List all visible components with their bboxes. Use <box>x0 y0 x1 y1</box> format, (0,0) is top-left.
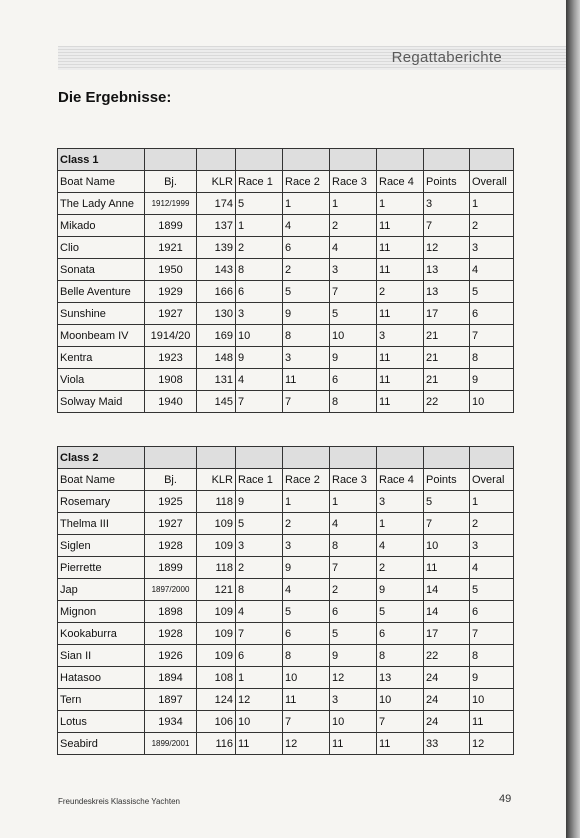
table-cell: 130 <box>197 303 236 325</box>
table-cell: 1912/1999 <box>145 193 197 215</box>
table-cell: 174 <box>197 193 236 215</box>
table-cell: 166 <box>197 281 236 303</box>
table-cell: 139 <box>197 237 236 259</box>
table-cell: 8 <box>283 645 330 667</box>
table-cell: 3 <box>470 237 514 259</box>
table-cell: 7 <box>236 623 283 645</box>
table-cell: 9 <box>283 557 330 579</box>
table-cell: 11 <box>424 557 470 579</box>
column-header: Bj. <box>145 469 197 491</box>
table-row <box>58 733 514 755</box>
table-cell: Tern <box>58 689 145 711</box>
table-cell: 5 <box>330 303 377 325</box>
table-cell: 2 <box>377 557 424 579</box>
table-cell: 12 <box>236 689 283 711</box>
empty-cell <box>197 447 236 469</box>
table-row <box>58 557 514 579</box>
table-cell: 1940 <box>145 391 197 413</box>
table-row <box>58 215 514 237</box>
table-cell: Kookaburra <box>58 623 145 645</box>
empty-cell <box>424 447 470 469</box>
table-cell: 2 <box>330 215 377 237</box>
table-cell: 118 <box>197 557 236 579</box>
table-cell: 5 <box>283 281 330 303</box>
table-cell: 3 <box>330 259 377 281</box>
column-header: KLR <box>197 171 236 193</box>
table-cell: Pierrette <box>58 557 145 579</box>
table-cell: 17 <box>424 623 470 645</box>
table-cell: 8 <box>330 391 377 413</box>
table-cell: 7 <box>424 215 470 237</box>
table-cell: 1923 <box>145 347 197 369</box>
table-cell: 9 <box>377 579 424 601</box>
table-cell: 118 <box>197 491 236 513</box>
table-cell: Rosemary <box>58 491 145 513</box>
table-cell: 4 <box>283 579 330 601</box>
table-row <box>58 491 514 513</box>
table-cell: 5 <box>377 601 424 623</box>
table-cell: 10 <box>330 711 377 733</box>
table-cell: 14 <box>424 579 470 601</box>
table-cell: 24 <box>424 711 470 733</box>
table-cell: 5 <box>470 281 514 303</box>
empty-cell <box>236 447 283 469</box>
table-cell: 1899 <box>145 215 197 237</box>
class-title-row <box>58 149 514 171</box>
column-header: Bj. <box>145 171 197 193</box>
table-cell: Jap <box>58 579 145 601</box>
table-cell: Viola <box>58 369 145 391</box>
table-cell: 11 <box>377 237 424 259</box>
empty-cell <box>236 149 283 171</box>
table-row <box>58 237 514 259</box>
table-cell: Kentra <box>58 347 145 369</box>
table-cell: 4 <box>236 369 283 391</box>
table-cell: 4 <box>470 557 514 579</box>
table-cell: 6 <box>283 237 330 259</box>
table-cell: 1950 <box>145 259 197 281</box>
table-row <box>58 513 514 535</box>
table-cell: 8 <box>236 259 283 281</box>
table-cell: Belle Aventure <box>58 281 145 303</box>
table-cell: Moonbeam IV <box>58 325 145 347</box>
table-cell: 2 <box>283 259 330 281</box>
empty-cell <box>377 447 424 469</box>
table-cell: 5 <box>283 601 330 623</box>
table-cell: 9 <box>236 491 283 513</box>
table-cell: 12 <box>283 733 330 755</box>
table-cell: The Lady Anne <box>58 193 145 215</box>
empty-cell <box>330 149 377 171</box>
column-header: Race 3 <box>330 171 377 193</box>
table-cell: 10 <box>236 325 283 347</box>
table-cell: 3 <box>330 689 377 711</box>
table-cell: 3 <box>283 535 330 557</box>
column-header: Points <box>424 469 470 491</box>
table-cell: 4 <box>377 535 424 557</box>
table-cell: 8 <box>330 535 377 557</box>
table-cell: 4 <box>330 237 377 259</box>
table-row <box>58 281 514 303</box>
table-cell: 109 <box>197 645 236 667</box>
table-cell: 137 <box>197 215 236 237</box>
footer-publisher: Freundeskreis Klassische Yachten <box>58 797 180 806</box>
table-cell: 5 <box>236 193 283 215</box>
table-cell: 106 <box>197 711 236 733</box>
empty-cell <box>197 149 236 171</box>
table-cell: 109 <box>197 601 236 623</box>
column-header: Race 1 <box>236 171 283 193</box>
table-cell: 7 <box>236 391 283 413</box>
table-cell: 8 <box>470 347 514 369</box>
table-cell: 1 <box>330 491 377 513</box>
empty-cell <box>424 149 470 171</box>
table-cell: 8 <box>470 645 514 667</box>
table-cell: 11 <box>377 259 424 281</box>
table-cell: 121 <box>197 579 236 601</box>
table-cell: 1 <box>330 193 377 215</box>
table-cell: 1928 <box>145 623 197 645</box>
class-title: Class 1 <box>58 149 145 171</box>
table-cell: 21 <box>424 347 470 369</box>
table-row <box>58 391 514 413</box>
table-cell: 1894 <box>145 667 197 689</box>
table-cell: 1929 <box>145 281 197 303</box>
table-cell: Hatasoo <box>58 667 145 689</box>
table-row <box>58 303 514 325</box>
section-title: Die Ergebnisse: <box>58 89 172 106</box>
column-header: Race 4 <box>377 469 424 491</box>
table-cell: 11 <box>236 733 283 755</box>
page-number: 49 <box>499 793 512 805</box>
table-cell: 9 <box>330 645 377 667</box>
table-cell: Mignon <box>58 601 145 623</box>
table-cell: 12 <box>470 733 514 755</box>
table-cell: 8 <box>236 579 283 601</box>
table-cell: 6 <box>470 303 514 325</box>
table-cell: 13 <box>377 667 424 689</box>
table-cell: 22 <box>424 645 470 667</box>
table-cell: 10 <box>330 325 377 347</box>
table-cell: 11 <box>283 689 330 711</box>
column-header: Points <box>424 171 470 193</box>
table-cell: 11 <box>377 733 424 755</box>
table-cell: 10 <box>470 391 514 413</box>
table-cell: 1898 <box>145 601 197 623</box>
table-cell: 1908 <box>145 369 197 391</box>
results-table-class-2 <box>57 446 514 755</box>
table-cell: 7 <box>283 391 330 413</box>
table-cell: 8 <box>377 645 424 667</box>
table-cell: 13 <box>424 259 470 281</box>
table-cell: 6 <box>283 623 330 645</box>
empty-cell <box>145 447 197 469</box>
table-cell: 11 <box>377 215 424 237</box>
table-cell: 1921 <box>145 237 197 259</box>
table-cell: 1914/20 <box>145 325 197 347</box>
column-header: Race 4 <box>377 171 424 193</box>
table-cell: 24 <box>424 689 470 711</box>
table-cell: 3 <box>470 535 514 557</box>
table-cell: 124 <box>197 689 236 711</box>
table-cell: 4 <box>236 601 283 623</box>
column-header: Race 2 <box>283 171 330 193</box>
table-cell: 6 <box>377 623 424 645</box>
table-cell: 33 <box>424 733 470 755</box>
table-cell: 3 <box>236 535 283 557</box>
table-cell: 145 <box>197 391 236 413</box>
table-row <box>58 667 514 689</box>
table-cell: 109 <box>197 513 236 535</box>
table-cell: 131 <box>197 369 236 391</box>
table-cell: 7 <box>330 557 377 579</box>
table-cell: 21 <box>424 369 470 391</box>
table-cell: 1927 <box>145 303 197 325</box>
table-cell: 3 <box>377 491 424 513</box>
book-spine-shadow <box>566 0 580 838</box>
table-cell: 14 <box>424 601 470 623</box>
table-cell: 11 <box>330 733 377 755</box>
table-cell: 5 <box>424 491 470 513</box>
results-table-class-1 <box>57 148 514 413</box>
empty-cell <box>470 149 514 171</box>
table-cell: 1 <box>236 215 283 237</box>
table-cell: 11 <box>377 391 424 413</box>
table-cell: 2 <box>236 557 283 579</box>
table-cell: Sunshine <box>58 303 145 325</box>
table-cell: 1928 <box>145 535 197 557</box>
column-header: Race 3 <box>330 469 377 491</box>
table-cell: 6 <box>330 369 377 391</box>
table-cell: 4 <box>283 215 330 237</box>
table-cell: Thelma III <box>58 513 145 535</box>
table-cell: 3 <box>283 347 330 369</box>
table-cell: 1934 <box>145 711 197 733</box>
empty-cell <box>145 149 197 171</box>
table-row <box>58 711 514 733</box>
empty-cell <box>283 447 330 469</box>
table-row <box>58 579 514 601</box>
table-cell: 148 <box>197 347 236 369</box>
table-cell: 4 <box>470 259 514 281</box>
table-cell: Lotus <box>58 711 145 733</box>
table-cell: 169 <box>197 325 236 347</box>
column-header: Race 1 <box>236 469 283 491</box>
table-cell: 6 <box>470 601 514 623</box>
table-cell: 7 <box>377 711 424 733</box>
table-cell: 11 <box>377 369 424 391</box>
table-cell: 7 <box>470 623 514 645</box>
empty-cell <box>330 447 377 469</box>
table-cell: 13 <box>424 281 470 303</box>
table-cell: 6 <box>236 645 283 667</box>
table-row <box>58 535 514 557</box>
table-cell: 2 <box>377 281 424 303</box>
table-cell: 22 <box>424 391 470 413</box>
table-cell: 2 <box>470 513 514 535</box>
table-row <box>58 623 514 645</box>
table-cell: 9 <box>330 347 377 369</box>
table-row <box>58 193 514 215</box>
table-cell: 1 <box>470 491 514 513</box>
table-cell: 11 <box>377 303 424 325</box>
table-cell: Seabird <box>58 733 145 755</box>
table-cell: 10 <box>470 689 514 711</box>
table-cell: 108 <box>197 667 236 689</box>
page-header-title: Regattaberichte <box>391 49 502 66</box>
table-cell: Mikado <box>58 215 145 237</box>
table-cell: 11 <box>470 711 514 733</box>
table-cell: 6 <box>236 281 283 303</box>
table-cell: 10 <box>377 689 424 711</box>
table-cell: 12 <box>330 667 377 689</box>
table-cell: 1925 <box>145 491 197 513</box>
column-header: Race 2 <box>283 469 330 491</box>
table-cell: 8 <box>283 325 330 347</box>
class-title: Class 2 <box>58 447 145 469</box>
column-header: Overall <box>470 171 514 193</box>
table-cell: 6 <box>330 601 377 623</box>
table-row <box>58 689 514 711</box>
column-header: Boat Name <box>58 469 145 491</box>
table-cell: 5 <box>470 579 514 601</box>
table-cell: 1897 <box>145 689 197 711</box>
table-cell: 1 <box>377 513 424 535</box>
table-cell: Sonata <box>58 259 145 281</box>
table-cell: 2 <box>236 237 283 259</box>
table-row <box>58 645 514 667</box>
table-cell: 11 <box>283 369 330 391</box>
table-cell: 116 <box>197 733 236 755</box>
table-cell: 2 <box>283 513 330 535</box>
table-cell: 1926 <box>145 645 197 667</box>
table-cell: 11 <box>377 347 424 369</box>
table-cell: 7 <box>470 325 514 347</box>
table-cell: 10 <box>424 535 470 557</box>
table-cell: 3 <box>377 325 424 347</box>
table-cell: 143 <box>197 259 236 281</box>
empty-cell <box>470 447 514 469</box>
table-cell: 1899/2001 <box>145 733 197 755</box>
table-cell: 17 <box>424 303 470 325</box>
table-cell: 7 <box>424 513 470 535</box>
table-cell: 1 <box>283 491 330 513</box>
table-cell: 24 <box>424 667 470 689</box>
table-cell: 3 <box>424 193 470 215</box>
table-cell: Clio <box>58 237 145 259</box>
table-cell: 1 <box>283 193 330 215</box>
table-cell: 9 <box>283 303 330 325</box>
empty-cell <box>377 149 424 171</box>
table-cell: 9 <box>470 667 514 689</box>
table-row <box>58 325 514 347</box>
table-row <box>58 259 514 281</box>
table-cell: 109 <box>197 535 236 557</box>
table-cell: 3 <box>236 303 283 325</box>
table-cell: 5 <box>236 513 283 535</box>
table-cell: Sian II <box>58 645 145 667</box>
table-cell: 2 <box>330 579 377 601</box>
table-cell: 7 <box>283 711 330 733</box>
table-cell: 10 <box>283 667 330 689</box>
table-cell: 109 <box>197 623 236 645</box>
empty-cell <box>283 149 330 171</box>
table-cell: 1 <box>236 667 283 689</box>
table-cell: Solway Maid <box>58 391 145 413</box>
table-cell: 4 <box>330 513 377 535</box>
table-cell: 21 <box>424 325 470 347</box>
table-row <box>58 369 514 391</box>
table-cell: 5 <box>330 623 377 645</box>
column-header: Boat Name <box>58 171 145 193</box>
column-header-row <box>58 171 514 193</box>
table-cell: 1927 <box>145 513 197 535</box>
table-cell: 9 <box>236 347 283 369</box>
table-cell: 10 <box>236 711 283 733</box>
column-header-row <box>58 469 514 491</box>
table-cell: 1897/2000 <box>145 579 197 601</box>
table-cell: 9 <box>470 369 514 391</box>
table-cell: 7 <box>330 281 377 303</box>
column-header: Overal <box>470 469 514 491</box>
table-cell: 1 <box>377 193 424 215</box>
table-cell: Siglen <box>58 535 145 557</box>
table-row <box>58 601 514 623</box>
table-cell: 1899 <box>145 557 197 579</box>
table-cell: 12 <box>424 237 470 259</box>
column-header: KLR <box>197 469 236 491</box>
table-cell: 1 <box>470 193 514 215</box>
class-title-row <box>58 447 514 469</box>
table-cell: 2 <box>470 215 514 237</box>
table-row <box>58 347 514 369</box>
